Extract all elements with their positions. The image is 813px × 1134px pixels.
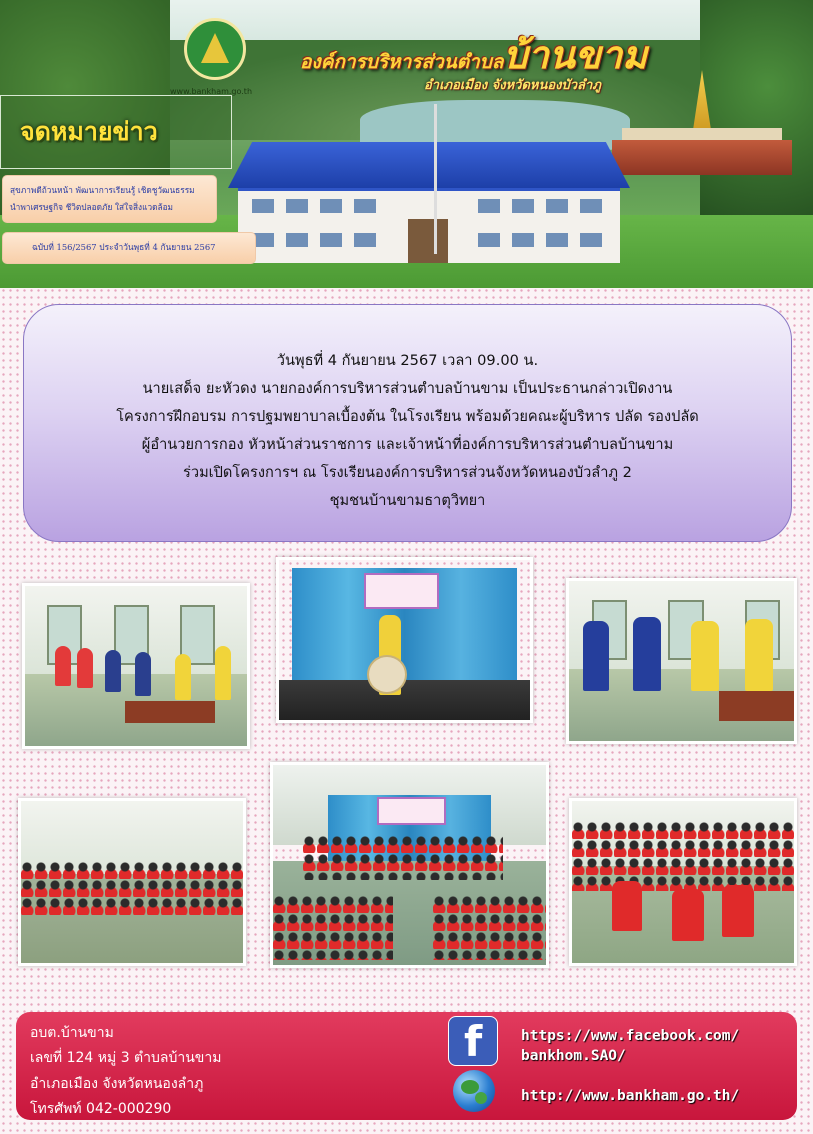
news-line: นายเสด็จ ยะหัวดง นายกองค์การบริหารส่วนตำบลบ้านขาม เป็นประธานกล่าวเปิดงาน [142,380,673,397]
facebook-link-line-1[interactable]: https://www.facebook.com/ [521,1028,740,1044]
event-photo-guests-seated [22,583,250,749]
issue-label: ฉบับที่ 156/2567 ประจำวันพุธที่ 4 กันยายน 2567 [32,242,216,252]
slogan-line-1: สุขภาพดีถ้วนหน้า พัฒนาการเรียนรู้ เชิดชูวัฒนธรรม [10,185,195,195]
footer-address-2: อำเภอเมือง จังหวัดหนองลำภู [30,1076,204,1092]
news-line: โครงการฝึกอบรม การปฐมพยาบาลเบื้องต้น ในโรงเรียน พร้อมด้วยคณะผู้บริหาร ปลัด รองปลัด [116,408,699,425]
org-prefix: องค์การบริหารส่วนตำบล [300,51,504,73]
news-line: ร่วมเปิดโครงการฯ ณ โรงเรียนองค์การบริหารส่วนจังหวัดหนองบัวลำภู 2 [183,464,632,481]
event-photo-officials-seated [566,578,797,744]
org-logo [184,18,246,80]
logo-url: www.bankham.go.th [170,87,253,96]
facebook-link-line-2[interactable]: bankhom.SAO/ [521,1048,626,1064]
footer-contact [16,1012,797,1120]
news-line: วันพุธที่ 4 กันยายน 2567 เวลา 09.00 น. [276,352,539,369]
globe-icon[interactable] [453,1070,495,1112]
org-name: บ้านขาม [503,33,648,77]
news-box [23,304,792,542]
org-location: อำเภอเมือง จังหวัดหนองบัวลำภู [424,78,601,93]
temple-pagoda [612,70,792,180]
event-photo-speaker-stage [276,557,533,723]
newsletter-title: จดหมายข่าว [20,117,158,146]
footer-phone: โทรศัพท์ 042-000290 [30,1101,172,1117]
event-photo-students-seated [18,798,246,966]
event-photo-group-stage [270,762,549,968]
slogan-line-2: นำพาเศรษฐกิจ ชีวิตปลอดภัย ใส่ใจสิ่งแวดล้อม [10,202,174,212]
facebook-icon[interactable]: f [448,1016,498,1066]
footer-org: อบต.บ้านขาม [30,1025,114,1041]
header-banner [0,0,813,288]
event-photo-students-closeup [569,798,797,966]
news-line: ผู้อำนวยการกอง หัวหน้าส่วนราชการ และเจ้าหน้าที่องค์การบริหารส่วนตำบลบ้านขาม [141,436,674,453]
office-building [228,142,630,262]
footer-address-1: เลขที่ 124 หมู่ 3 ตำบลบ้านขาม [30,1050,222,1066]
website-link[interactable]: http://www.bankham.go.th/ [521,1088,740,1104]
news-line: ชุมชนบ้านขามธาตุวิทยา [329,492,486,509]
